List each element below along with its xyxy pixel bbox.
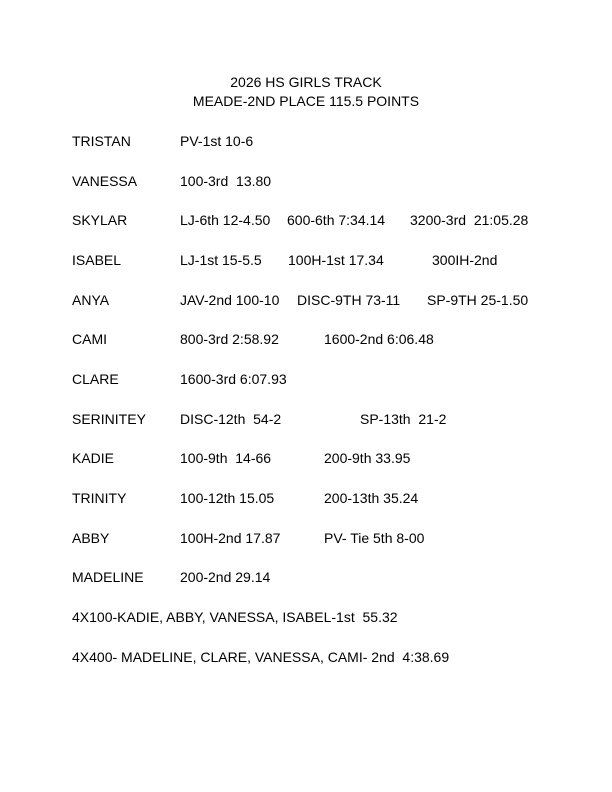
athlete-name: SKYLAR	[72, 212, 128, 228]
event-result: 100H-2nd 17.87	[180, 530, 281, 546]
event-result: 200-9th 33.95	[324, 450, 411, 466]
athlete-row-clare	[72, 369, 287, 389]
event-result: SP-13th 21-2	[360, 411, 447, 427]
event-result: 100-3rd 13.80	[180, 173, 272, 189]
event-result: PV- Tie 5th 8-00	[324, 530, 425, 546]
event-result: 300IH-2nd	[432, 252, 498, 268]
athlete-name: VANESSA	[72, 173, 138, 189]
athlete-row-kadie	[72, 448, 411, 468]
event-result: 100-9th 14-66	[180, 450, 272, 466]
event-result: PV-1st 10-6	[180, 133, 254, 149]
event-result: DISC-12th 54-2	[180, 411, 282, 427]
page-subtitle: MEADE-2ND PLACE 115.5 POINTS	[192, 93, 420, 109]
athlete-row-vanessa	[72, 171, 272, 191]
athlete-name: ISABEL	[72, 252, 122, 268]
athlete-name: CLARE	[72, 371, 119, 387]
athlete-name: TRISTAN	[72, 133, 131, 149]
athlete-row-madeline	[72, 567, 271, 587]
event-result: JAV-2nd 100-10	[180, 292, 280, 308]
event-result: 100H-1st 17.34	[288, 252, 384, 268]
event-result: 1600-3rd 6:07.93	[180, 371, 287, 387]
athlete-row-anya	[72, 290, 529, 310]
event-result: 1600-2nd 6:06.48	[324, 331, 434, 347]
event-result: 100-12th 15.05	[180, 490, 275, 506]
athlete-row-isabel	[72, 250, 498, 270]
athlete-row-skylar	[72, 210, 529, 230]
event-result: 600-6th 7:34.14	[287, 212, 386, 228]
relay-4x400: 4X400- MADELINE, CLARE, VANESSA, CAMI- 2nd 4:38.69	[72, 649, 450, 665]
event-result: 3200-3rd 21:05.28	[410, 212, 529, 228]
event-result: SP-9TH 25-1.50	[427, 292, 529, 308]
athlete-name: SERINITEY	[72, 411, 146, 427]
athlete-row-cami	[72, 329, 434, 349]
event-result: LJ-6th 12-4.50	[180, 212, 271, 228]
athlete-name: MADELINE	[72, 569, 144, 585]
athlete-name: ABBY	[72, 530, 110, 546]
athlete-name: KADIE	[72, 450, 115, 466]
event-result: 200-13th 35.24	[324, 490, 419, 506]
athlete-row-tristan	[72, 131, 254, 151]
page-title: 2026 HS GIRLS TRACK	[230, 74, 382, 90]
event-result: 800-3rd 2:58.92	[180, 331, 279, 347]
athlete-row-trinity	[72, 488, 419, 508]
event-result: 200-2nd 29.14	[180, 569, 271, 585]
athlete-name: TRINITY	[72, 490, 127, 506]
athlete-row-serinitey	[72, 409, 447, 429]
event-result: DISC-9TH 73-11	[297, 292, 401, 308]
event-result: LJ-1st 15-5.5	[180, 252, 262, 268]
relay-4x100: 4X100-KADIE, ABBY, VANESSA, ISABEL-1st 55.32	[72, 609, 398, 625]
athlete-name: CAMI	[72, 331, 107, 347]
athlete-name: ANYA	[72, 292, 110, 308]
athlete-row-abby	[72, 528, 425, 548]
